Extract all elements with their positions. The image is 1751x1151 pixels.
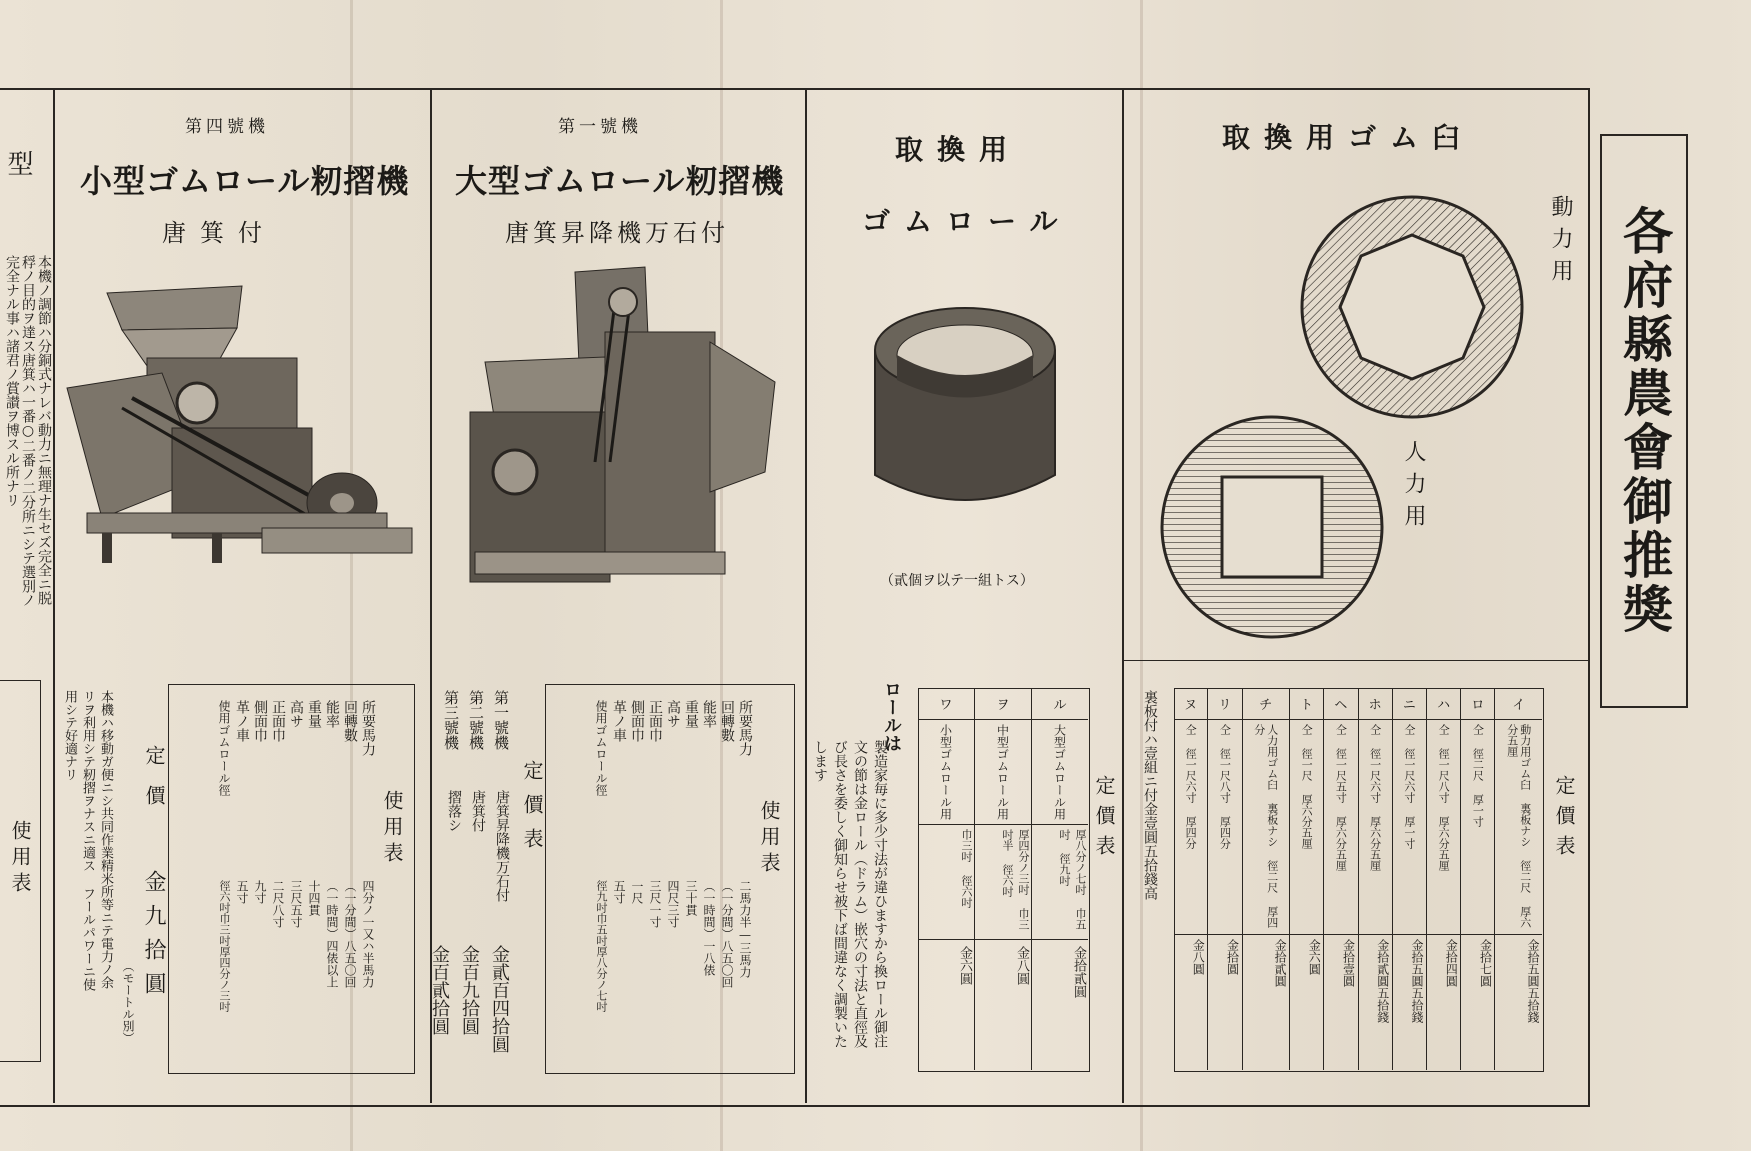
spec-value: 三尺五寸 <box>289 880 303 928</box>
mortar-price-col <box>1174 688 1208 1070</box>
spec-label: 側面巾 <box>252 700 268 742</box>
price-desc: 摺落シ <box>446 790 462 832</box>
mortar-price-key: ロ <box>1461 688 1494 720</box>
price-desc: 唐箕付 <box>470 790 486 832</box>
roll-heading1: 取換用 <box>895 133 1022 166</box>
roll-price-value: 金八圓 <box>975 939 1031 1066</box>
mortar-price-title: 定價表 <box>1552 775 1576 865</box>
spec-label: 革ノ車 <box>611 700 627 742</box>
large-subtitle: 唐箕昇降機万石付 <box>505 219 729 247</box>
mortar-price-col <box>1427 688 1461 1070</box>
small-subtitle: 唐箕付 <box>162 219 276 247</box>
spec-value: 九寸 <box>253 880 267 904</box>
mortar-price-table <box>1174 688 1542 1070</box>
mortar-price-col <box>1359 688 1393 1070</box>
roll-price-name: 大型ゴムロール用 <box>1052 724 1067 820</box>
spec-label: 高サ <box>665 700 681 728</box>
label-power: 動力用 <box>1548 195 1573 291</box>
roll-price-col <box>918 688 974 1070</box>
large-price-values <box>429 945 512 1075</box>
mortar-price-value: 金拾五圓五拾錢 <box>1495 934 1542 1069</box>
mortar-price-desc: 仝 徑二尺 厚一寸 <box>1471 724 1485 827</box>
roll-price-title: 定價表 <box>1092 775 1116 865</box>
spec-label: 正面巾 <box>270 700 286 742</box>
mortar-price-key: ヌ <box>1174 688 1207 720</box>
mortar-price-col <box>1461 688 1495 1070</box>
partial-heading-char: 型 <box>3 150 33 176</box>
roll-price-size: 巾三吋 徑六吋 <box>918 824 974 939</box>
roll-price-size: 厚八分ノ七吋 巾五吋 徑九吋 <box>1032 824 1088 939</box>
small-spec-values <box>176 880 376 1060</box>
large-spec-rows <box>553 700 753 820</box>
mortar-price-desc: 仝 徑一尺八寸 厚六分五厘 <box>1437 724 1451 871</box>
mortar-price-value: 金拾壹圓 <box>1324 934 1357 1069</box>
large-spec-values <box>553 880 753 1060</box>
partial-spec-title: 使用表 <box>8 820 32 898</box>
price-desc: 唐箕昇降機万石付 <box>494 790 510 902</box>
spec-value: 三十貫 <box>684 880 698 916</box>
price-value: 金貳百四拾圓 <box>489 945 510 1053</box>
mortar-price-col <box>1290 688 1324 1070</box>
roll-price-value: 金拾貳圓 <box>1032 939 1088 1066</box>
mortar-price-desc: 動力用ゴム臼 裏板ナシ 徑二尺 厚六分五厘 <box>1505 724 1532 928</box>
spec-value: 徑六吋巾三吋厚四分ノ三吋 <box>218 880 231 1012</box>
spec-label: 所要馬力 <box>737 700 753 756</box>
mortar-price-key: ホ <box>1359 688 1392 720</box>
spec-value: 五寸 <box>235 880 249 904</box>
mortar-price-key: チ <box>1243 688 1290 720</box>
small-price: 金九拾圓 <box>141 870 166 1006</box>
spec-value: 徑九吋巾五吋厚八分ノ七吋 <box>595 880 608 1012</box>
mortar-price-desc: 仝 徑一尺 厚六分五厘 <box>1300 724 1314 849</box>
small-spec-rows <box>176 700 376 820</box>
large-huller-illustration <box>455 262 785 602</box>
spec-label: 革ノ車 <box>234 700 250 742</box>
mortar-price-value: 金拾貳圓 <box>1243 934 1290 1069</box>
column-divider <box>1122 88 1124 1103</box>
mortar-price-desc: 仝 徑一尺五寸 厚六分五厘 <box>1334 724 1348 871</box>
mortar-price-key: ト <box>1290 688 1323 720</box>
small-note: 本機ハ移動ガ便ニシ共同作業精米所等ニテ電力ノ余リヲ利用シテ籾摺ヲナスニ適ス フールパワーニ使用シテ好適ナリ <box>62 690 113 991</box>
spec-label: 側面巾 <box>629 700 645 742</box>
spec-value: （一分間）八五〇回 <box>720 880 734 988</box>
mortar-price-desc: 仝 徑一尺六寸 厚一寸 <box>1402 724 1416 849</box>
spec-label: 能率 <box>324 700 340 728</box>
small-spec-title: 使用表 <box>380 790 404 868</box>
spec-label: 使用ゴムロール徑 <box>217 700 231 796</box>
spec-label: 重量 <box>306 700 322 728</box>
roll-price-col <box>1031 688 1088 1070</box>
spec-label: 使用ゴムロール徑 <box>594 700 608 796</box>
mortar-price-value: 金六圓 <box>1290 934 1323 1069</box>
spec-value: 二尺八寸 <box>271 880 285 928</box>
roll-price-name: 中型ゴムロール用 <box>995 724 1010 820</box>
mortar-price-col <box>1324 688 1358 1070</box>
mortar-price-col <box>1243 688 1291 1070</box>
price-value: 金百九拾圓 <box>459 945 480 1035</box>
mortar-price-desc: 仝 徑一尺六寸 厚四分 <box>1184 724 1198 849</box>
mortar-price-value: 金八圓 <box>1174 934 1207 1069</box>
spec-value: 四分ノ一又ハ半馬力 <box>361 880 375 988</box>
spec-value: （一時間）一八俵 <box>702 880 716 976</box>
roll-price-key: ル <box>1032 688 1088 720</box>
mortar-heading: 取換用ゴム臼 <box>1222 121 1475 154</box>
mortar-note: 裏板付ハ壹組ニ付金壹圓五拾錢高 <box>1142 690 1158 900</box>
price-value: 金百貳拾圓 <box>429 945 450 1035</box>
roll-price-name: 小型ゴムロール用 <box>938 724 953 820</box>
column-divider <box>53 88 55 1103</box>
mortar-price-col <box>1208 688 1242 1070</box>
mortar-price-key: ヘ <box>1324 688 1357 720</box>
main-title-box <box>1600 134 1688 708</box>
column-divider <box>805 88 807 1103</box>
large-title: 大型ゴムロール籾摺機 <box>455 162 785 200</box>
spec-label: 回轉數 <box>719 700 735 742</box>
large-price-label: 定價表 <box>520 760 544 862</box>
price-label: 第一號機 <box>492 690 510 750</box>
large-price-list <box>440 690 512 785</box>
roll-caption: （貳個ヲ以テ一組トス） <box>880 573 1034 589</box>
price-label: 第二號機 <box>467 690 485 750</box>
spec-value: 十四貫 <box>307 880 321 916</box>
section-divider <box>1122 660 1588 661</box>
partial-note: 本機ノ調節ハ分銅式ナレバ動力ニ無理ナ生セズ完全ニ脱稃ノ目的ヲ達ス唐箕ハ一番○二番ノ二分所ニシテ選別ノ完全ナル事ハ諸君ノ賞讃ヲ博スル所ナリ <box>4 255 52 607</box>
label-human: 人力用 <box>1401 440 1426 536</box>
rubber-roll-illustration <box>865 300 1065 530</box>
mortar-price-col <box>1393 688 1427 1070</box>
spec-value: 三尺一寸 <box>648 880 662 928</box>
mortar-price-desc: 人力用ゴム臼 裏板ナシ 徑二尺 厚四分 <box>1252 724 1279 928</box>
mortar-price-desc: 仝 徑一尺八寸 厚四分 <box>1218 724 1232 849</box>
roll-note-title: ロールは <box>881 680 902 752</box>
mortar-price-value: 金拾貳圓五拾錢 <box>1359 934 1392 1069</box>
mortar-price-key: ニ <box>1393 688 1426 720</box>
spec-value: （一分間）八五〇回 <box>343 880 357 988</box>
spec-label: 回轉數 <box>342 700 358 742</box>
spec-label: 能率 <box>701 700 717 728</box>
mortar-price-value: 金拾圓 <box>1208 934 1241 1069</box>
spec-value: 五寸 <box>612 880 626 904</box>
roll-price-size: 厚四分ノ三吋 巾三吋半 徑六吋 <box>975 824 1031 939</box>
roll-price-key: ワ <box>918 688 974 720</box>
spec-label: 正面巾 <box>647 700 663 742</box>
spec-label: 高サ <box>288 700 304 728</box>
human-mortar-illustration <box>1155 410 1390 645</box>
roll-price-key: ヲ <box>975 688 1031 720</box>
small-model-no: 第四號機 <box>185 117 269 137</box>
price-label: 第三號機 <box>442 690 460 750</box>
large-model-no: 第一號機 <box>558 117 642 137</box>
roll-heading2: ゴムロール <box>862 205 1072 238</box>
small-huller-illustration <box>62 278 427 598</box>
roll-price-value: 金六圓 <box>918 939 974 1066</box>
power-mortar-illustration <box>1295 190 1530 425</box>
large-spec-title: 使用表 <box>757 800 781 878</box>
mortar-price-key: イ <box>1495 688 1542 720</box>
mortar-price-value: 金拾五圓五拾錢 <box>1393 934 1426 1069</box>
main-title: 各府縣農會御推獎 <box>1615 205 1674 637</box>
mortar-price-value: 金拾七圓 <box>1461 934 1494 1069</box>
spec-value: 二馬力半—三馬力 <box>738 880 752 978</box>
small-price-note: （モートル別） <box>121 960 135 1044</box>
mortar-price-value: 金拾四圓 <box>1427 934 1460 1069</box>
mortar-price-key: リ <box>1208 688 1241 720</box>
roll-price-col <box>974 688 1031 1070</box>
spec-label: 所要馬力 <box>360 700 376 756</box>
mortar-price-key: ハ <box>1427 688 1460 720</box>
small-title: 小型ゴムロール籾摺機 <box>80 162 410 200</box>
mortar-price-desc: 仝 徑一尺六寸 厚六分五厘 <box>1368 724 1382 871</box>
roll-note: 製造家毎に多少寸法が違ひますから換ロール御注文の節は金ロール（ドラム）嵌穴の寸法と直徑及び長さを委しく御知らせ被下ば間違なく調製いたします <box>812 740 888 1048</box>
roll-price-table <box>918 688 1088 1070</box>
spec-value: （一時間）四俵以上 <box>325 880 339 988</box>
spec-value: 四尺三寸 <box>666 880 680 928</box>
mortar-price-col <box>1495 688 1542 1070</box>
small-price-label: 定價 <box>142 745 166 825</box>
spec-label: 重量 <box>683 700 699 728</box>
spec-value: 一尺 <box>630 880 644 904</box>
large-price-descs <box>440 790 512 940</box>
